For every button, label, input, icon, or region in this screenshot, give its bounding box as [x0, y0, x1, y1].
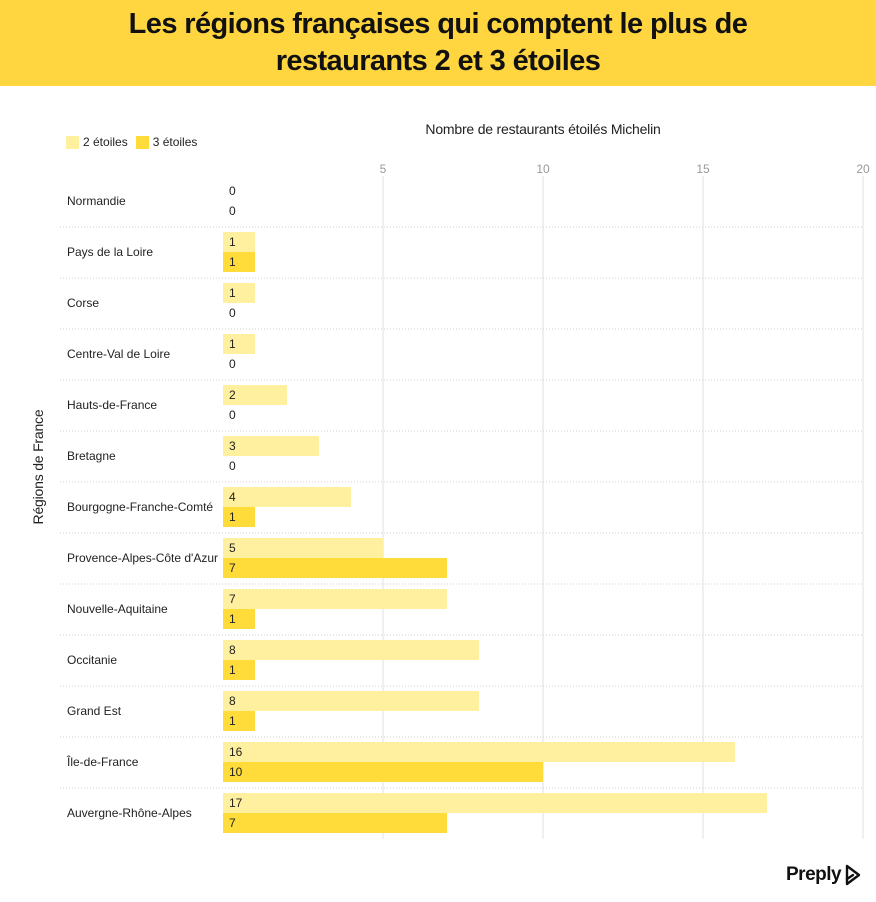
data-label-3-etoiles-bourgogne-franche-comte: 1 — [229, 510, 236, 524]
bar-2-etoiles-auvergne-rhone-alpes — [223, 793, 767, 813]
bar-2-etoiles-bourgogne-franche-comte — [223, 487, 351, 507]
preply-logo-icon — [844, 864, 862, 886]
category-label-hauts-de-france: Hauts-de-France — [67, 398, 158, 412]
data-label-2-etoiles-normandie: 0 — [229, 184, 236, 198]
category-label-grand-est: Grand Est — [67, 704, 122, 718]
bar-2-etoiles-occitanie — [223, 640, 479, 660]
bar-2-etoiles-corse — [223, 283, 255, 303]
data-label-2-etoiles-occitanie: 8 — [229, 643, 236, 657]
data-label-3-etoiles-occitanie: 1 — [229, 663, 236, 677]
data-label-3-etoiles-corse: 0 — [229, 306, 236, 320]
category-label-corse: Corse — [67, 296, 100, 310]
data-label-3-etoiles-normandie: 0 — [229, 204, 236, 218]
data-label-2-etoiles-auvergne-rhone-alpes: 17 — [229, 796, 243, 810]
data-label-3-etoiles-hauts-de-france: 0 — [229, 408, 236, 422]
bar-2-etoiles-bretagne — [223, 436, 319, 456]
category-label-provence-alpes-cote-d-azur: Provence-Alpes-Côte d'Azur — [67, 551, 219, 565]
data-label-3-etoiles-provence-alpes-cote-d-azur: 7 — [229, 561, 236, 575]
data-label-2-etoiles-nouvelle-aquitaine: 7 — [229, 592, 236, 606]
data-label-3-etoiles-pays-de-la-loire: 1 — [229, 255, 236, 269]
data-label-2-etoiles-hauts-de-france: 2 — [229, 388, 236, 402]
category-label-occitanie: Occitanie — [67, 653, 118, 667]
bar-3-etoiles-provence-alpes-cote-d-azur — [223, 558, 447, 578]
data-label-2-etoiles-bretagne: 3 — [229, 439, 236, 453]
bar-3-etoiles-bourgogne-franche-comte — [223, 507, 255, 527]
data-label-3-etoiles-grand-est: 1 — [229, 714, 236, 728]
data-label-2-etoiles-bourgogne-franche-comte: 4 — [229, 490, 236, 504]
legend-label-2-etoiles: 2 étoiles — [83, 135, 128, 149]
brand-name: Preply — [786, 864, 842, 885]
category-label-bourgogne-franche-comte: Bourgogne-Franche-Comté — [67, 500, 214, 514]
x-tick-label-20: 20 — [856, 162, 870, 176]
bar-3-etoiles-pays-de-la-loire — [223, 252, 255, 272]
data-label-2-etoiles-ile-de-france: 16 — [229, 745, 243, 759]
x-tick-label-10: 10 — [536, 162, 550, 176]
bar-3-etoiles-occitanie — [223, 660, 255, 680]
y-axis-label: Régions de France — [30, 409, 46, 525]
data-label-3-etoiles-auvergne-rhone-alpes: 7 — [229, 816, 236, 830]
category-label-pays-de-la-loire: Pays de la Loire — [67, 245, 154, 259]
data-label-2-etoiles-centre-val-de-loire: 1 — [229, 337, 236, 351]
x-tick-label-15: 15 — [696, 162, 710, 176]
bar-2-etoiles-centre-val-de-loire — [223, 334, 255, 354]
bar-3-etoiles-ile-de-france — [223, 762, 543, 782]
bar-3-etoiles-grand-est — [223, 711, 255, 731]
preply-logo — [786, 864, 862, 886]
data-label-2-etoiles-corse: 1 — [229, 286, 236, 300]
bar-2-etoiles-pays-de-la-loire — [223, 232, 255, 252]
bar-3-etoiles-auvergne-rhone-alpes — [223, 813, 447, 833]
category-label-auvergne-rhone-alpes: Auvergne-Rhône-Alpes — [67, 806, 192, 820]
category-label-ile-de-france: Île-de-France — [67, 755, 139, 769]
category-label-normandie: Normandie — [67, 194, 126, 208]
x-axis-label: Nombre de restaurants étoilés Michelin — [425, 121, 661, 137]
category-label-bretagne: Bretagne — [67, 449, 116, 463]
category-label-nouvelle-aquitaine: Nouvelle-Aquitaine — [67, 602, 168, 616]
data-label-3-etoiles-nouvelle-aquitaine: 1 — [229, 612, 236, 626]
bar-3-etoiles-nouvelle-aquitaine — [223, 609, 255, 629]
data-label-2-etoiles-provence-alpes-cote-d-azur: 5 — [229, 541, 236, 555]
bar-2-etoiles-nouvelle-aquitaine — [223, 589, 447, 609]
category-label-centre-val-de-loire: Centre-Val de Loire — [67, 347, 171, 361]
data-label-2-etoiles-pays-de-la-loire: 1 — [229, 235, 236, 249]
legend-label-3-etoiles: 3 étoiles — [152, 135, 198, 149]
data-label-3-etoiles-bretagne: 0 — [229, 459, 236, 473]
data-label-2-etoiles-grand-est: 8 — [229, 694, 236, 708]
data-label-3-etoiles-centre-val-de-loire: 0 — [229, 357, 236, 371]
bar-2-etoiles-provence-alpes-cote-d-azur — [223, 538, 383, 558]
bar-2-etoiles-grand-est — [223, 691, 479, 711]
chart-title-line-1: Les régions françaises qui comptent le plus de — [128, 8, 748, 40]
bar-2-etoiles-ile-de-france — [223, 742, 735, 762]
data-label-3-etoiles-ile-de-france: 10 — [229, 765, 243, 779]
chart-title-line-2: restaurants 2 et 3 étoiles — [275, 45, 601, 77]
x-tick-label-5: 5 — [379, 162, 387, 176]
